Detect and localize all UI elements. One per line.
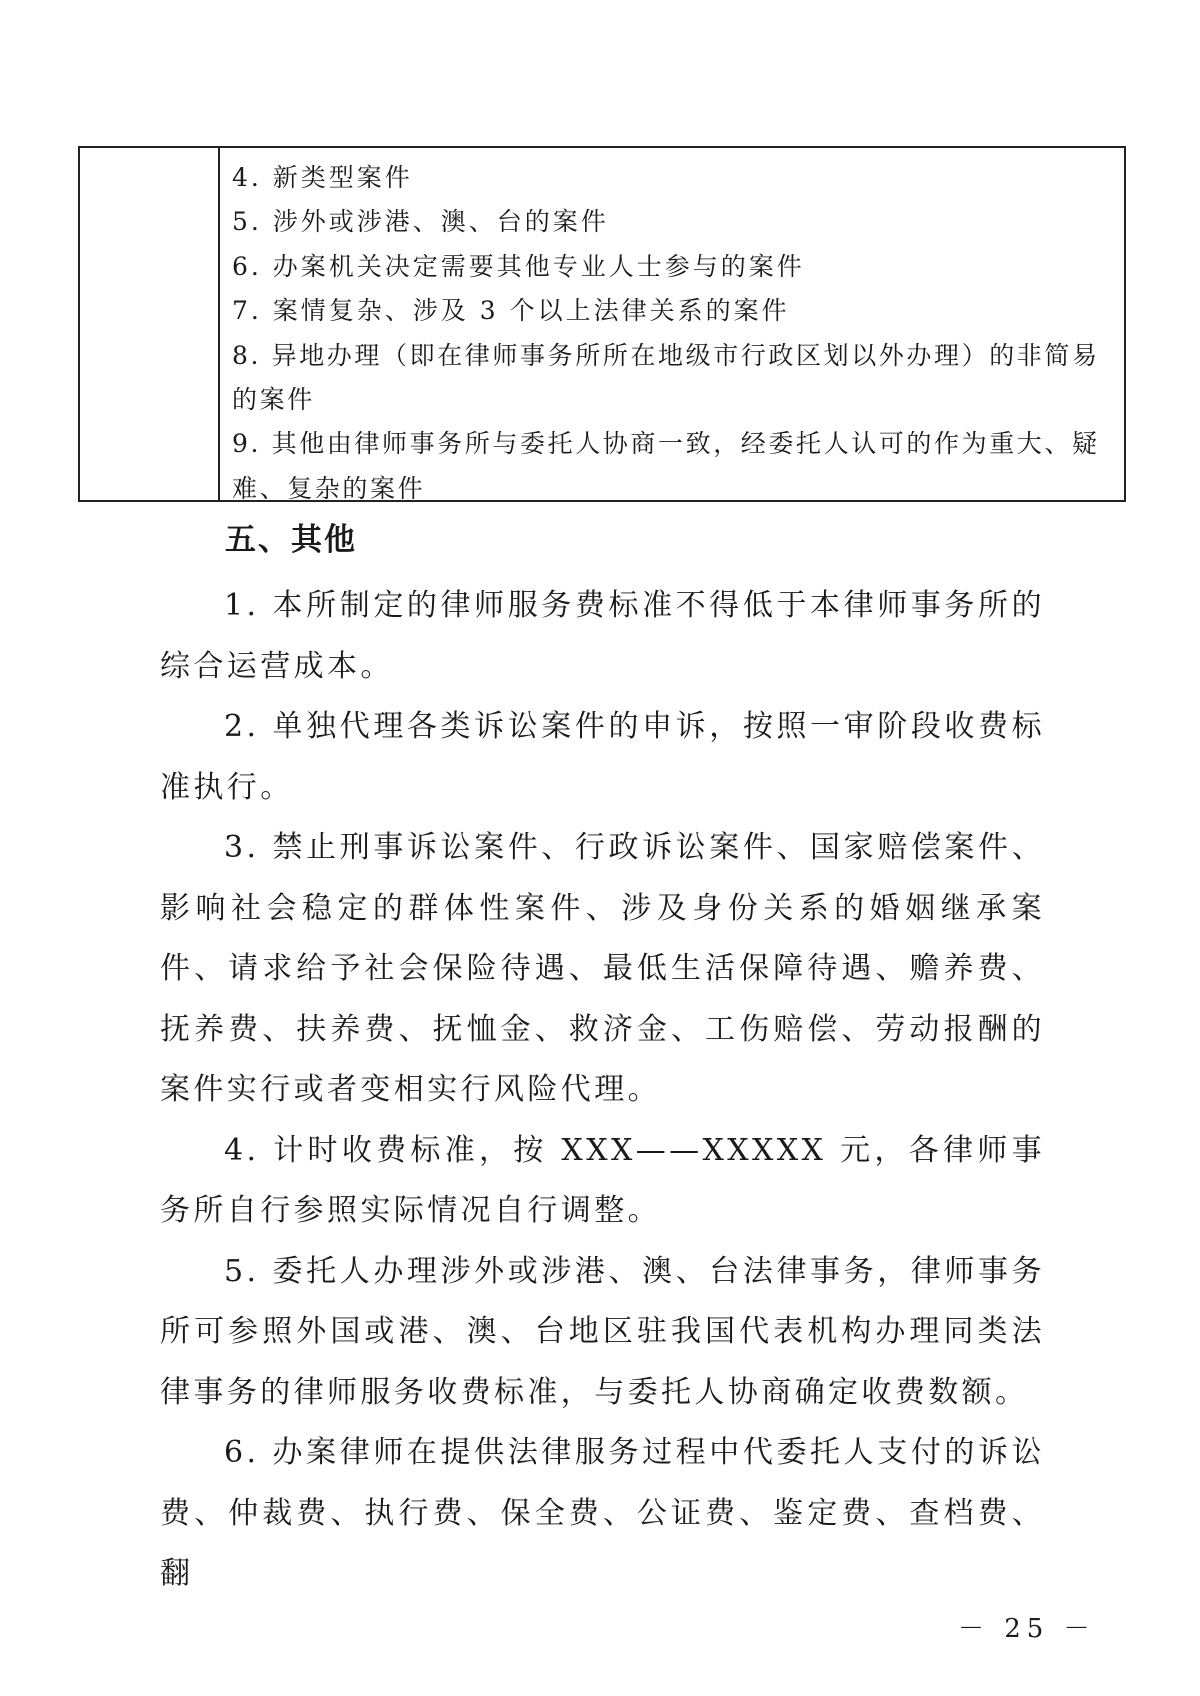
paragraph: 5. 委托人办理涉外或涉港、澳、台法律事务，律师事务所可参照外国或港、澳、台地区驻我国代表机构办理同类法律事务的律师服务收费标准，与委托人协商确定收费数额。 (160, 1253, 1045, 1410)
table-item: 9. 其他由律师事务所与委托人协商一致，经委托人认可的作为重大、疑难、复杂的案件 (232, 429, 1100, 503)
table-item: 5. 涉外或涉港、澳、台的案件 (232, 207, 609, 237)
section-body (160, 576, 1045, 1605)
table-item: 8. 异地办理（即在律师事务所所在地级市行政区划以外办理）的非简易的案件 (232, 340, 1100, 415)
table-item: 7. 案情复杂、涉及 3 个以上法律关系的案件 (232, 296, 790, 326)
page-number: － 25 － (958, 1614, 1096, 1644)
table-item: 6. 办案机关决定需要其他专业人士参与的案件 (232, 251, 805, 281)
paragraph: 2. 单独代理各类诉讼案件的申诉，按照一审阶段收费标准执行。 (160, 709, 1045, 805)
table-left-cell (80, 148, 220, 500)
section-heading: 五、其他 (225, 522, 357, 558)
paragraph: 4. 计时收费标准，按 XXX——XXXXX 元，各律师事务所自行参照实际情况自行调整。 (160, 1132, 1045, 1228)
paragraph: 3. 禁止刑事诉讼案件、行政诉讼案件、国家赔偿案件、影响社会稳定的群体性案件、涉及身份关系的婚姻继承案件、请求给予社会保险待遇、最低生活保障待遇、赡养费、抚养费、扶养费、抚恤金、救济金、工伤赔偿、劳动报酬的案件实行或者变相实行风险代理。 (160, 830, 1045, 1107)
table-item: 4. 新类型案件 (232, 163, 413, 192)
paragraph: 1. 本所制定的律师服务费标准不得低于本律师事务所的综合运营成本。 (160, 588, 1045, 684)
case-criteria-table (78, 146, 1126, 502)
paragraph: 6. 办案律师在提供法律服务过程中代委托人支付的诉讼费、仲裁费、执行费、保全费、公证费、鉴定费、查档费、翻 (160, 1435, 1045, 1591)
table-right-cell (220, 148, 1124, 503)
